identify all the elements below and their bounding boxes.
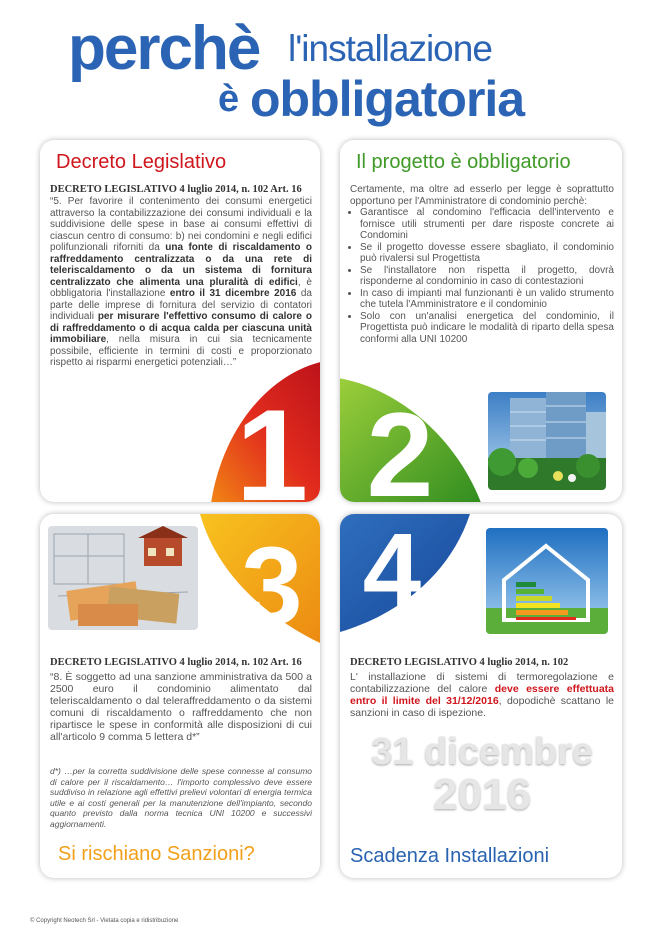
number-2-label: 2: [366, 388, 434, 508]
card2-intro: Certamente, ma oltre ad esserlo per legge è soprattutto opportuno per l'Amministratore di condominio perchè:: [350, 184, 614, 207]
deadline-date: [352, 732, 612, 818]
number-4-graphic: [340, 514, 470, 634]
card2-title: Il progetto è obbligatorio: [356, 151, 571, 173]
deadline-date-line1: 31 dicembre: [371, 731, 593, 773]
list-item: • Se l'installatore non rispetta il progetto, dovrà risponderne al condominio in caso di contestazioni: [360, 265, 614, 288]
deadline-date-line2: 2016: [433, 770, 531, 819]
list-item: • Garantisce al condomino l'efficacia dell'intervento e fornisce utili strumenti per dare risposte concrete ai Condomini: [360, 207, 614, 242]
card-sanzioni: [40, 514, 320, 878]
title-word-obbligatoria: obbligatoria: [250, 71, 525, 127]
list-item: • In caso di impianti mal funzionanti è un valido strumento che tutela l'Amministratore e il condominio: [360, 288, 614, 311]
energy-house-photo: [486, 528, 608, 634]
card4-heading: DECRETO LEGISLATIVO 4 luglio 2014, n. 102: [350, 657, 569, 668]
plans-money-photo: [48, 526, 198, 630]
page-title: [0, 0, 661, 130]
list-item: • Se il progetto dovesse essere sbagliato, il condominio può rivalersi sul Progettista: [360, 242, 614, 265]
number-3-label: 3: [241, 525, 303, 644]
card4-text: L' installazione di sistemi di termoregolazione e contabilizzazione del calore deve essere effettuata entro il limite del 31/12/2016, dopodichè scattano le sanzioni in caso di ispezione.: [350, 671, 615, 719]
number-2-graphic: [340, 368, 488, 508]
building-photo: [488, 392, 606, 490]
card3-text: “8. È soggetto ad una sanzione amministrativa da 500 a 2500 euro il condominio alimentato dal teleriscaldamento o dal teleraffreddamento o da sistemi comuni di riscaldamento o raffreddamento che non ripartisce le spese in conformità alle disposizioni di cui all'articolo 9 comma 5 lettera d*”: [50, 671, 312, 743]
card1-title: Decreto Legislativo: [56, 151, 227, 173]
card-progetto-obbligatorio: [340, 140, 622, 508]
title-word-perche: perchè: [68, 14, 260, 83]
title-word-e: è: [218, 78, 240, 120]
card2-text: [350, 184, 614, 345]
copyright-footer: © Copyright Neotech Srl - Vietata copia e ridistribuzione: [30, 918, 179, 924]
card3-heading: DECRETO LEGISLATIVO 4 luglio 2014, n. 102 Art. 16: [50, 657, 302, 668]
card3-title: Si rischiano Sanzioni?: [58, 843, 255, 865]
card2-bullet-list: [350, 207, 614, 345]
number-3-graphic: [200, 514, 320, 644]
card1-text: “5. Per favorire il contenimento dei consumi energetici attraverso la contabilizzazione dei consumi individuali e la suddivisione delle spese in base ai consumi effettivi di ciascun centro di consumo: b) nei condomini e negli edifici polifunzionali riforniti da una fonte di riscaldamento o raffreddamento centralizzata o da una rete di teleriscaldamento o da un sistema di fornitura centralizzato che alimenta una pluralità di edifici, è obbligatoria l'installazione entro il 31 dicembre 2016 da parte delle imprese di fornitura del servizio di contatori individuali per misurare l'effettivo consumo di calore o di raffreddamento o di acqua calda per ciascuna unità immobiliare, nella misura in cui sia tecnicamente possibile, efficiente in termini di costi e proporzionato rispetto ai risparmi energetici potenziali…”: [50, 196, 312, 368]
card-decreto-legislativo: [40, 140, 320, 510]
number-4-label: 4: [362, 514, 422, 629]
title-word-installazione: l'installazione: [288, 28, 492, 69]
number-1-label: 1: [235, 382, 309, 510]
card1-heading: DECRETO LEGISLATIVO 4 luglio 2014, n. 102 Art. 16: [50, 184, 302, 195]
card3-note: d*) …per la corretta suddivisione delle spese connesse al consumo di calore per il riscaldamento… l'importo complessivo deve essere suddiviso in relazione agli effettivi prelievi volontari di energia termica utile e ai costi generali per la manutenzione dell'impianto, secondo quanto previsto dalla norma tecnica UNI 10200 e successivi aggiornamenti.: [50, 766, 312, 829]
card4-title: Scadenza Installazioni: [350, 845, 550, 867]
card-scadenza: [340, 514, 622, 878]
list-item: • Solo con un'analisi energetica del condominio, il Progettista può indicare le modalità di riparto della spesa conformi alla UNI 10200: [360, 311, 614, 346]
